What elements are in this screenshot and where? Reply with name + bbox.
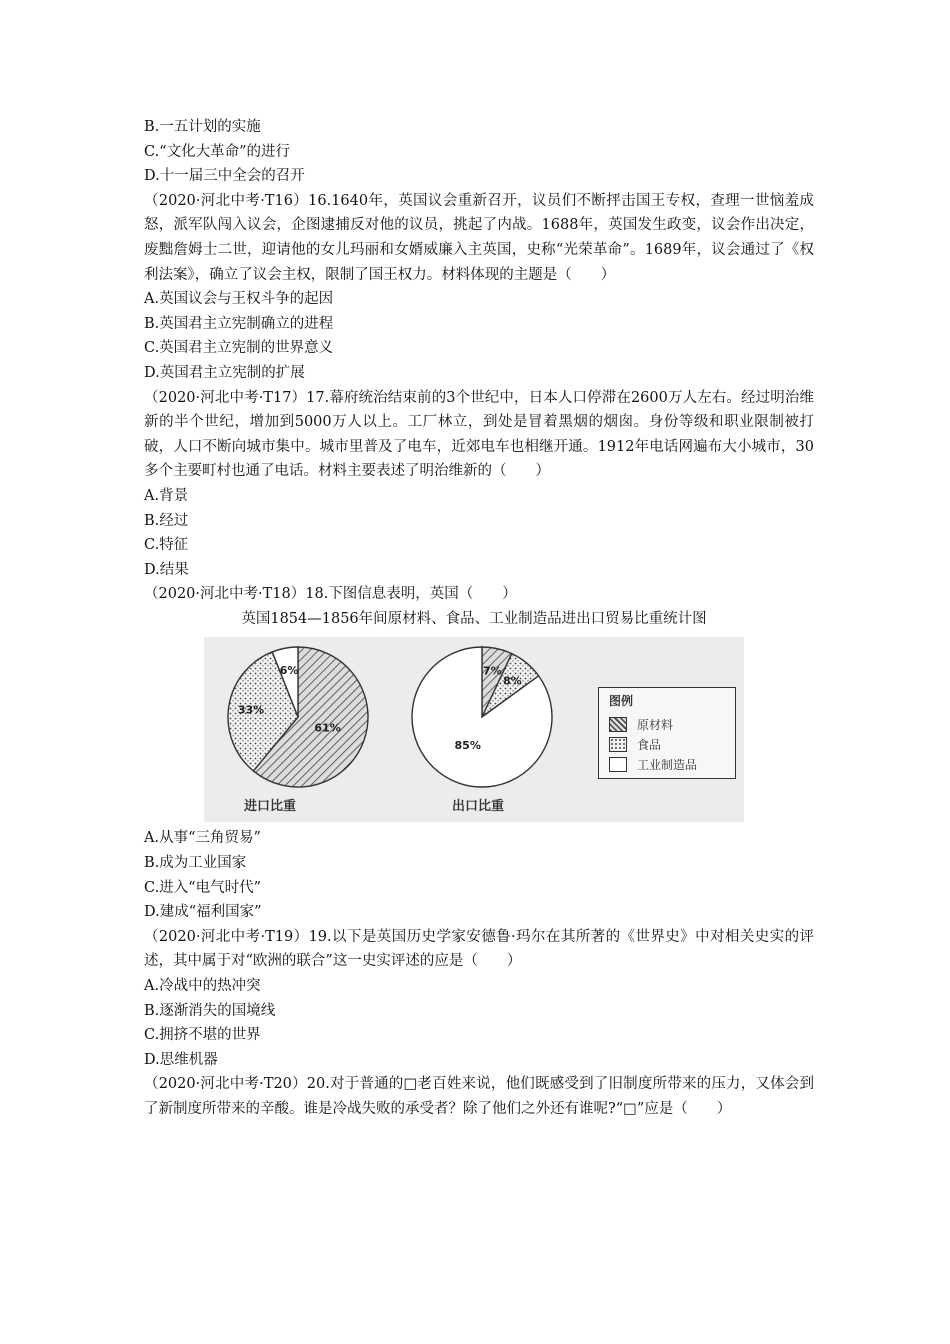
- q17-option-c: C.特征: [144, 537, 189, 554]
- pie-slice-label: 85%: [454, 739, 481, 753]
- pie-slice-label: 7%: [483, 664, 502, 678]
- legend-item-raw-materials: [609, 716, 673, 733]
- dots-swatch-icon: [609, 737, 627, 752]
- q16-option-a: A.英国议会与王权斗争的起因: [144, 291, 334, 308]
- q18-option-d: D.建成“福利国家”: [144, 904, 262, 921]
- q18-option-b: B.成为工业国家: [144, 855, 247, 872]
- legend-item-food: [609, 736, 661, 753]
- pie-chart-figure: [204, 637, 744, 822]
- q19-option-a: A.冷战中的热冲突: [144, 978, 261, 995]
- legend-item-manufactured: [609, 756, 697, 773]
- option-line: B.一五计划的实施: [144, 119, 261, 135]
- pie-slice-label: 33%: [237, 704, 265, 718]
- import-pie-caption: 进口比重: [244, 799, 297, 815]
- q18-option-c: C.进入“电气时代”: [144, 879, 262, 896]
- legend-label: 工业制造品: [637, 758, 698, 773]
- q16-option-d: D.英国君主立宪制的扩展: [144, 364, 305, 381]
- option-line: D.十一届三中全会的召开: [144, 168, 305, 185]
- q16-option-b: B.英国君主立宪制确立的进程: [144, 315, 334, 332]
- question-20-stem: （2020·河北中考·T20）20.对于普通的□老百姓来说，他们既感受到了旧制度所带来的压力，又体会到了新制度所带来的辛酸。谁是冷战失败的承受者？除了他们之外还有谁呢?“□”应是（ ）: [144, 1076, 814, 1117]
- pie-slice-label: 8%: [502, 674, 522, 688]
- export-pie: [412, 647, 552, 787]
- q18-option-a: A.从事“三角贸易”: [144, 830, 261, 847]
- question-17-stem: （2020·河北中考·T17）17.幕府统治结束前的3个世纪中，日本人口停滞在2600万人左右。经过明治维新的半个世纪，增加到5000万人以上。工厂林立，到处是冒着黑烟的烟囱。身份等级和职业限制被打破，人口不断向城市集中。城市里普及了电车，近郊电车也相继开通。1912年电话网遍布大小城市，30多个主要町村也通了电话。材料主要表述了明治维新的（ ）: [144, 389, 814, 480]
- q17-option-b: B.经过: [144, 512, 189, 529]
- pie-slice-label: 6%: [279, 664, 299, 678]
- export-pie-caption: 出口比重: [452, 799, 505, 815]
- q19-option-d: D.思维机器: [144, 1051, 218, 1068]
- pie-slice-label: 61%: [314, 722, 341, 736]
- q17-option-a: A.背景: [144, 487, 189, 504]
- blank-swatch-icon: [609, 757, 627, 772]
- document-page: [144, 115, 814, 1122]
- legend-label: 原材料: [637, 718, 674, 733]
- q16-option-c: C.英国君主立宪制的世界意义: [144, 340, 334, 357]
- legend-title: 图例: [609, 694, 634, 709]
- question-19-stem: （2020·河北中考·T19）19.以下是英国历史学家安德鲁·玛尔在其所著的《世界史》中对相关史实的评述，其中属于对“欧洲的联合”这一史实评述的应是（ ）: [144, 928, 814, 970]
- legend-label: 食品: [637, 738, 662, 753]
- q17-option-d: D.结果: [144, 561, 189, 578]
- option-line: C.“文化大革命”的进行: [144, 143, 291, 160]
- q19-option-b: B.逐渐消失的国境线: [144, 1002, 276, 1019]
- hatch-swatch-icon: [609, 717, 627, 732]
- import-pie: [228, 647, 368, 787]
- q19-option-c: C.拥挤不堪的世界: [144, 1027, 261, 1044]
- question-18-stem: （2020·河北中考·T18）18.下图信息表明，英国（ ）: [144, 586, 517, 603]
- figure-title: 英国1854—1856年间原材料、食品、工业制造品进出口贸易比重统计图: [241, 610, 707, 627]
- chart-legend: [598, 687, 736, 779]
- question-16-stem: （2020·河北中考·T16）16.1640年，英国议会重新召开，议员们不断抨击国王专权，查理一世恼羞成怒，派军队闯入议会，企图逮捕反对他的议员，挑起了内战。1688年，英国发生政变，议会作出决定，废黜詹姆士二世，迎请他的女儿玛丽和女婿威廉入主英国，史称“光荣革命”。1689年，议会通过了《权利法案》，确立了议会主权，限制了国王权力。材料体现的主题是（ ）: [144, 192, 814, 283]
